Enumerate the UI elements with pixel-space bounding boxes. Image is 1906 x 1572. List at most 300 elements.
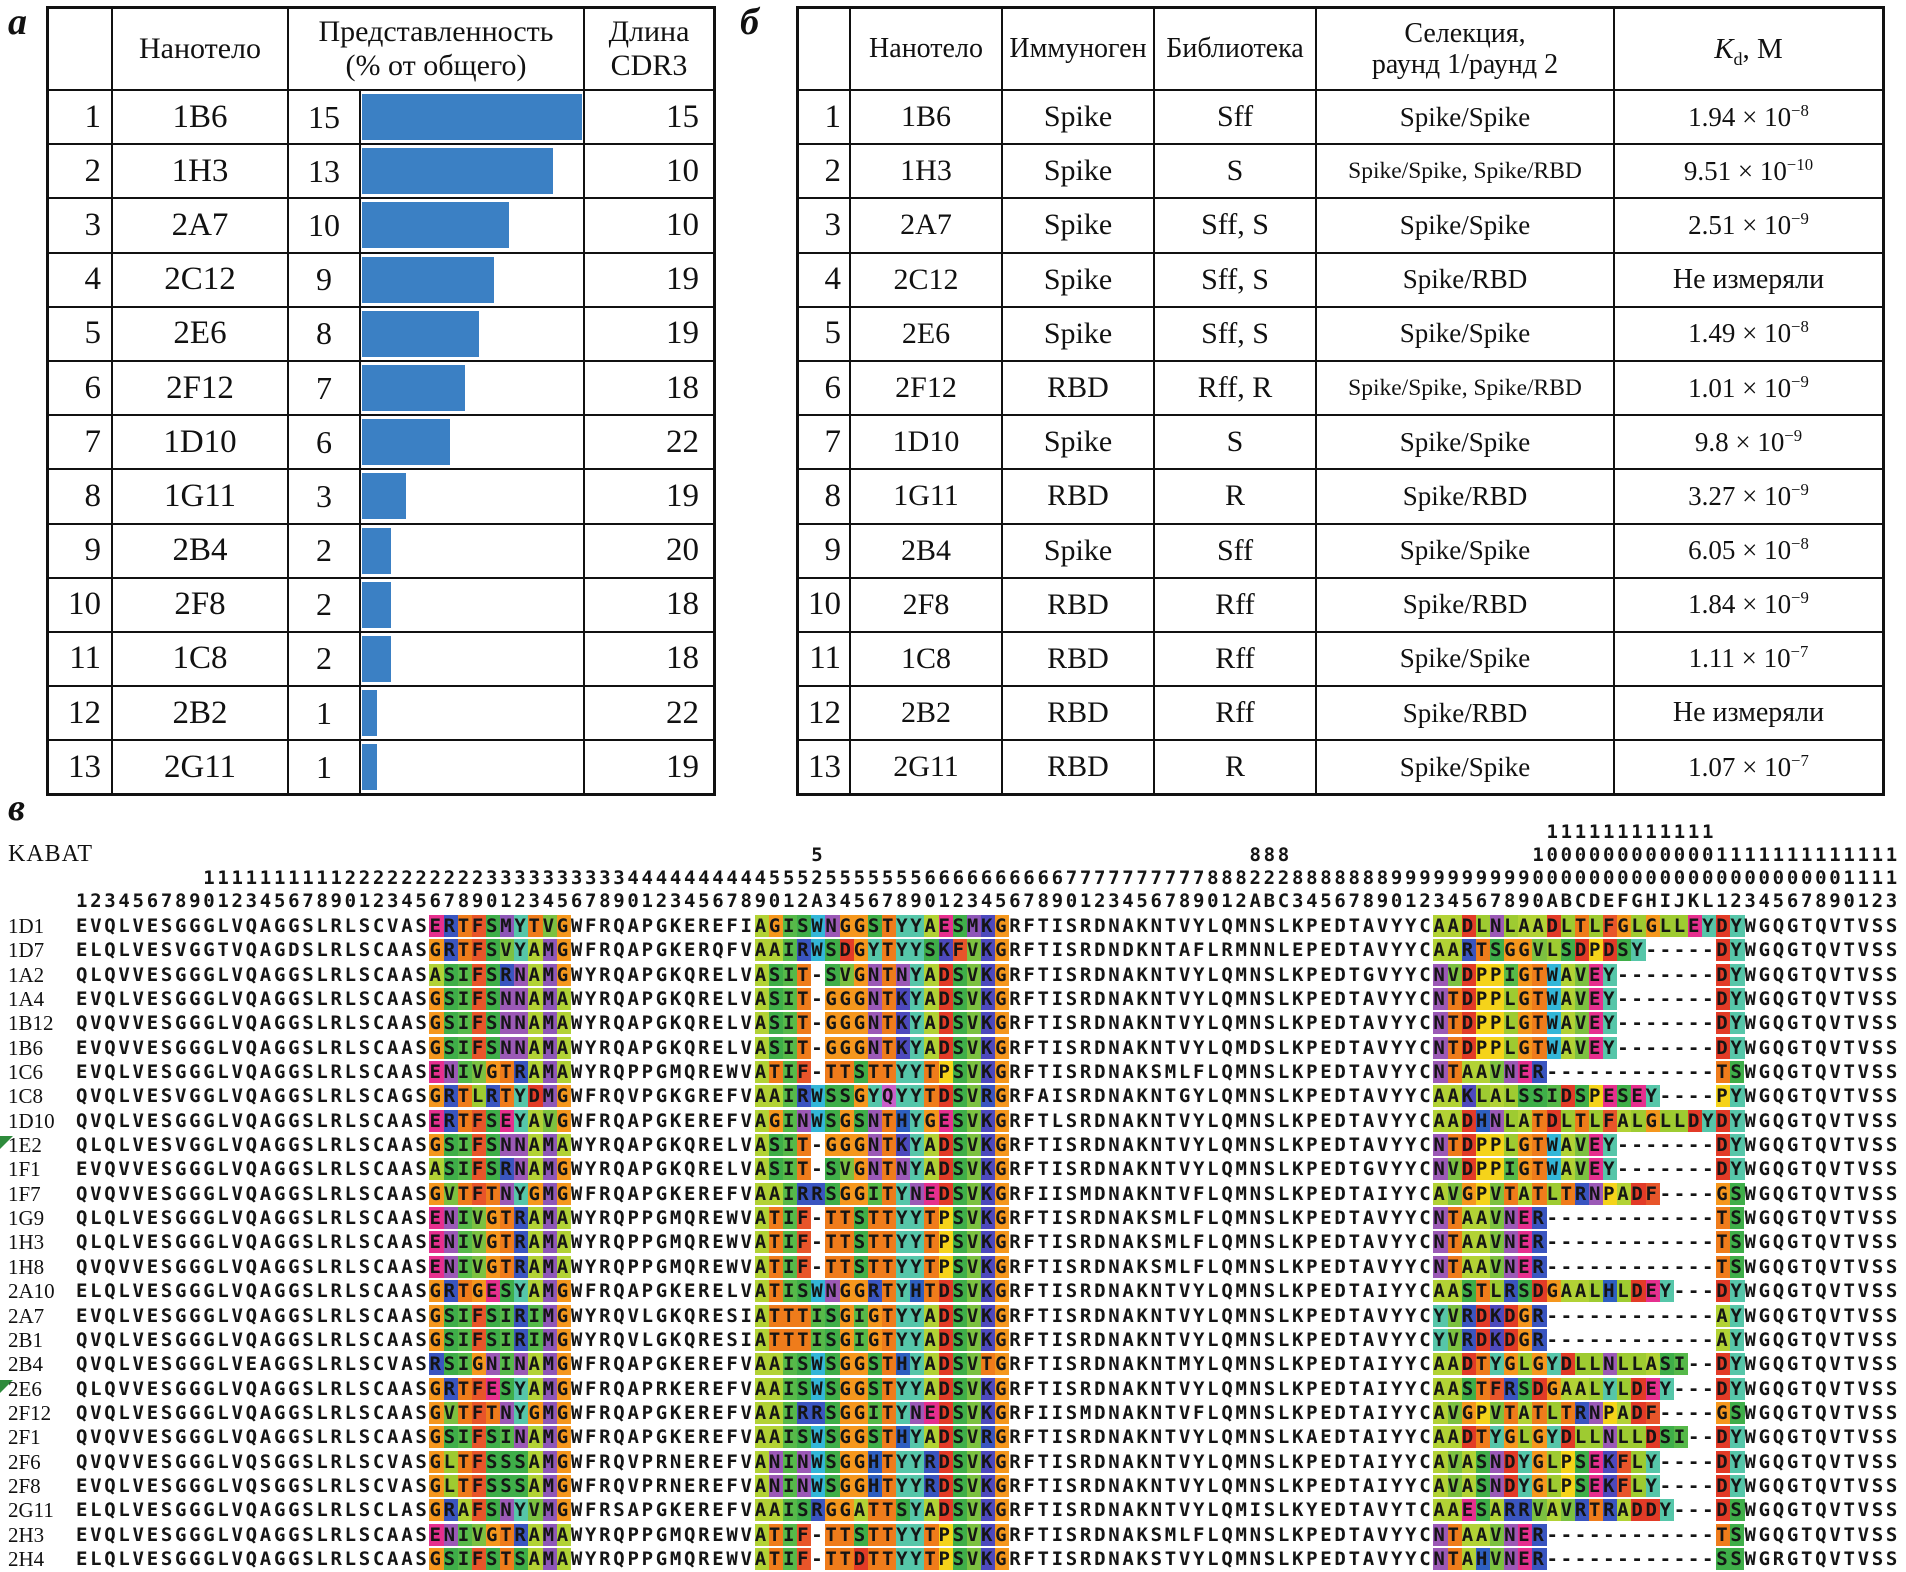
representation-bar [362,636,391,682]
library: Sff [1153,91,1315,143]
row-number: 4 [84,261,101,298]
panel-a-header-representation [287,9,583,89]
aligned-sequence: QLQLVESGGGLVQAGGSLRLSCAASENIVGTRAMAWYRQPPGMQREWVATIF-TTSTTYYTPSVKGRFTISRDNAKSMLFLQMNSLKPEDTAVYYCNTAAVNER------------TSWGQGTQVTVSS [76,1231,1901,1254]
table-a-row [49,197,713,251]
clone-name: 1C6 [8,1060,44,1085]
alignment-row [0,1328,1906,1352]
representation-cell [287,91,583,143]
nanobody-name: 1H3 [111,145,287,197]
library: Sff [1153,525,1315,577]
panel-b-label: б [740,1,759,43]
representation-percent: 1 [289,741,361,793]
row-number: 6 [824,369,841,406]
kd-cell [1613,470,1882,522]
kd-value: $1.84 \times 10^{-9}$ [1688,588,1809,620]
kd-value: $3.27 \times 10^{-9}$ [1688,479,1809,511]
table-b-row [799,414,1882,468]
library: R [1153,470,1315,522]
kd-value: $9.8 \times 10^{-9}$ [1694,425,1803,457]
row-number: 5 [824,315,841,352]
cdr3-length: 22 [583,416,713,468]
kd-cell [1613,308,1882,360]
row-number: 3 [84,206,101,243]
alignment-row [0,1133,1906,1157]
representation-cell [287,308,583,360]
table-b-row [799,631,1882,685]
representation-bar [362,202,509,248]
selection-rounds: Spike/Spike [1315,199,1613,251]
library: Sff, S [1153,199,1315,251]
nanobody-name: 2A7 [849,199,1001,251]
panel-a-header-num [49,9,111,89]
alignment-row [0,1255,1906,1279]
row-number: 2 [824,152,841,189]
table-b-row [799,252,1882,306]
representation-bar [362,582,391,628]
representation-cell [287,362,583,414]
table-b-row [799,89,1882,143]
aligned-sequence: ELQLVESVGGTVQAGDSLRLSCAASGRTFSVYAMGWFRQAPGKERQFVAAIRWSDGYTYYSKFVKGRFTISRDNDKNTAFLRMNNLEPEDTAVYYCAARTSGGVLSDPDSY-----DYWGQGTQVTVSS [76,939,1901,962]
alignment-row [0,938,1906,962]
panel-b-header-nanobody: Нанотело [849,9,1001,89]
nanobody-name: 1C8 [111,633,287,685]
selection-rounds: Spike/RBD [1315,254,1613,306]
panel-a-header-row [49,9,713,89]
clone-name: 2F1 [8,1425,41,1450]
row-number: 9 [84,532,101,569]
nanobody-name: 2B4 [111,525,287,577]
representation-bar-track [361,525,583,577]
alignment-row [0,1304,1906,1328]
nanobody-name: 2B2 [111,687,287,739]
panel-b-header-row [799,9,1882,89]
cdr3-length: 19 [583,308,713,360]
clone-name: 1E2 [8,1133,42,1158]
kd-value: $1.94 \times 10^{-8}$ [1688,100,1809,132]
cdr3-length: 18 [583,362,713,414]
alignment-row [0,1425,1906,1449]
table-a-row [49,577,713,631]
aligned-sequence: ELQLVESGGGLVQAGGSLRLSCAASGRTGESYAMGWFRQAPGKERELVATISWNGGRTYHTDSVKGRFTISRDNAKNTVYLQMNSLKPEDTAIYYCAASTLRSDGAALHLDEY---DYWGQGTQVTVSS [76,1280,1901,1303]
representation-bar [362,257,494,303]
cdr3-length: 18 [583,633,713,685]
aligned-sequence: EVQLVESGGGLVQAGGSLRLSCAASGSIFSIRIMGWYRQVLGKQRESIATTTISGIGTYYADSVKGRFTISRDNAKNTVYLQMNSLKPEDTAVYYCYVRDKDGR------------AYWGQGTQVTVSS [76,1304,1901,1327]
alignment-row [0,914,1906,938]
clone-name: 2E6 [8,1376,42,1401]
kd-header: $K_d$, М [1714,32,1783,69]
representation-bar-track [361,579,583,631]
aligned-sequence: QVQLVESGGGLVQAGGSLRLSCAASGSIFSIRIMGWYRQVLGKQRESIATTTISGIGTYYADSVKGRFTISRDNAKNTVYLQMNSLKPEDTAVYYCYVRDKDGR------------AYWGQGTQVTVSS [76,1328,1901,1351]
aligned-sequence: EVQVVESGGGLVQAGGSLRLSCAASASIFSRNAMGWYRQAPGKQRELVASIT-SVGNTNYADSVKGRFTISRDNAKNTVYLQMNSLKPEDTGVYYCNVDPPIGTWAVEY-------DYWGQGTQVTVSS [76,1158,1901,1181]
aligned-sequence: QVQVVESGGGLVQSGGSLRLSCVASGLTFSSSAMGWFRQVPRNEREFVANINWSGGHTYYRDSVKGRFTISRDNAKNTVYLQMNSLKPEDTAIYYCAVASNDYGLPSEKFLY----DYWGQGTQVTVSS [76,1450,1901,1473]
clone-name: 1A2 [8,962,45,987]
clone-name: 1H8 [8,1254,45,1279]
panel-a-label: а [8,1,27,43]
row-number: 11 [69,640,101,677]
nanobody-name: 2C12 [849,254,1001,306]
row-number: 13 [808,748,841,785]
selection-header-line1: Селекция, [1404,17,1526,49]
panel-a-header-cdr3 [583,9,713,89]
representation-bar [362,419,450,465]
kd-cell [1613,579,1882,631]
row-number: 12 [68,694,101,731]
cdr3-length: 19 [583,470,713,522]
clone-name: 1H3 [8,1230,45,1255]
nanobody-name: 2A7 [111,199,287,251]
row-number: 7 [824,423,841,460]
clone-name: 1F1 [8,1157,41,1182]
row-number: 1 [824,98,841,135]
representation-bar [362,148,553,194]
representation-bar [362,365,465,411]
representation-percent: 10 [289,199,361,251]
clone-name: 1B12 [8,1011,54,1036]
clone-name: 2F6 [8,1449,41,1474]
clone-name: 1D1 [8,914,45,938]
clone-name: 2H3 [8,1522,45,1547]
aligned-sequence: ELQLVESGGGLVQAGGSLRLSCAASGSIFSTSAMAWYRQPPGMQREWVATIF-TTDTTYYTPSVKGRFTISRDNAKSTVYLQMNSLKPEDTAVYYCNTAHVNER------------SSWGRGTQVTVSS [76,1547,1901,1570]
cdr3-length: 15 [583,91,713,143]
representation-bar-track [361,741,583,793]
aligned-sequence: QVQLVESGGGLVEAGGSLRLSCVASRSIGNINAMGWFRQAPGKEREFVAAISWSGGSTHYADSVTGRFTISRDNAKNTMYLQMNSLKPEDTAIYYCAADTYGLGYDLLNLLASI--DYWGQGTQVTVSS [76,1353,1901,1376]
cdr3-length: 20 [583,525,713,577]
kd-value: $1.11 \times 10^{-7}$ [1688,642,1809,674]
cdr3-header-line1: Длина [608,15,690,49]
row-number: 5 [84,315,101,352]
library: Sff, S [1153,308,1315,360]
clone-name: 2H4 [8,1546,45,1571]
aligned-sequence: EVQLVESGGGLVQSGGSLRLSCVASGLTFSSSAMGWFRQVPRNEREFVANINWSGGHTYYRDSVKGRFTISRDNAKNTVYLQMNSLKPEDTAIYYCAVASNDYGLPSEKFLY----DYWGQGTQVTVSS [76,1474,1901,1497]
row-number: 8 [84,477,101,514]
immunogen: RBD [1001,362,1153,414]
selection-rounds: Spike/Spike [1315,633,1613,685]
alignment-row [0,1352,1906,1376]
nanobody-name: 1C8 [849,633,1001,685]
selection-rounds: Spike/Spike [1315,741,1613,793]
clone-name: 1G9 [8,1206,45,1231]
alignment-row [0,1230,1906,1254]
library: Rff [1153,687,1315,739]
alignment-row [0,1011,1906,1035]
table-b-row [799,739,1882,793]
row-number: 10 [808,586,841,623]
panel-a-rows [49,89,713,793]
kd-cell [1613,687,1882,739]
nanobody-name: 2B2 [849,687,1001,739]
table-b-row [799,577,1882,631]
kd-cell [1613,633,1882,685]
kd-not-measured: Не измеряли [1672,263,1825,295]
representation-bar-track [361,199,583,251]
nanobody-name: 2B4 [849,525,1001,577]
aligned-sequence: QLQVVESGGGLVQAGGSLRLSCAASGRTFESYAMGWFRQAPRKEREFVAAISWSGGSTYYADSVKGRFTISRDNAKNTVYLQMNSLKPEDTAIYYCAASTFRSDGAALYLDEY---DYWGQGTQVTVSS [76,1377,1901,1400]
kd-cell [1613,199,1882,251]
representation-cell [287,416,583,468]
alignment-row [0,1036,1906,1060]
row-number: 7 [84,423,101,460]
alignment-row [0,1279,1906,1303]
row-number: 12 [808,694,841,731]
representation-percent: 15 [289,91,361,143]
aligned-sequence: QVQLVESGGGLVQAGGSLRLSCAASGVTFTNYGMGWFRQAPGKEREFVAAIRRSGGITYNEDSVKGRFIISMDNAKNTVFLQMNSLKPEDTAIYYCAVGPVTATLTRNPADF----GSWGQGTQVTVSS [76,1401,1901,1424]
clone-name: 2F8 [8,1473,41,1498]
nanobody-name: 2F12 [111,362,287,414]
alignment-row [0,1547,1906,1571]
immunogen: Spike [1001,91,1153,143]
alignment-row [0,1498,1906,1522]
cdr3-length: 19 [583,254,713,306]
cdr3-length: 10 [583,145,713,197]
representation-bar-track [361,91,583,143]
representation-percent: 6 [289,416,361,468]
representation-cell [287,741,583,793]
table-a-row [49,89,713,143]
cdr3-length: 10 [583,199,713,251]
table-b-row [799,360,1882,414]
aligned-sequence: QVQVVESGGGLVQAGGSLRLSCAASGSIFSINAMGWFRQAPGKEREFVAAISWSGGSTHYADSVRGRFTISRDNAKNTVYLQMNSLKAEDTAIYYCAADTYGLGYDLLNLLDSI--DYWGQGTQVTVSS [76,1426,1901,1449]
clone-name: 2A7 [8,1303,45,1328]
selection-header-line2: раунд 1/раунд 2 [1371,49,1559,80]
row-number: 11 [809,640,841,677]
panel-v-label: в [8,787,25,829]
table-a-row [49,468,713,522]
row-number: 8 [824,477,841,514]
nanobody-name: 1B6 [111,91,287,143]
table-a-row [49,739,713,793]
clone-name: 1D10 [8,1108,55,1133]
table-a-row [49,143,713,197]
clone-name: 2A10 [8,1279,55,1304]
kabat-numbering-line-2: 5 888 10000000000001111111111111 [76,844,1900,866]
immunogen: Spike [1001,199,1153,251]
table-a-row [49,523,713,577]
selection-rounds: Spike/Spike, Spike/RBD [1315,145,1613,197]
library: S [1153,416,1315,468]
nanobody-name: 2G11 [111,741,287,793]
aligned-sequence: EVQVVESGGGLVQAGGSLRLSCAASGSIFSNNAMAWYRQAPGKQRELVASIT-GGGNTKYADSVKGRFTISRDNAKNTVYLQMDSLKPEDTAVYYCNTDPPLGTWAVEY-------DYWGQGTQVTVSS [76,1036,1901,1059]
representation-cell [287,199,583,251]
kd-cell [1613,145,1882,197]
clone-name: 1C8 [8,1084,44,1109]
alignment-row [0,1401,1906,1425]
representation-bar-track [361,362,583,414]
nanobody-name: 1H3 [849,145,1001,197]
representation-percent: 2 [289,525,361,577]
aligned-sequence: QLQVVESGGGLVQAGGSLRLSCAASASIFSRNAMGWYRQAPGKQRELVASIT-SVGNTNYADSVKGRFTISRDNAKNTVYLQMNSLKPEDTGVYYCNVDPPIGTWAVEY-------DYWGQGTQVTVSS [76,963,1901,986]
representation-percent: 9 [289,254,361,306]
immunogen: RBD [1001,579,1153,631]
nanobody-name: 2E6 [111,308,287,360]
library: Rff [1153,579,1315,631]
clone-name: 1F7 [8,1181,41,1206]
representation-cell [287,470,583,522]
immunogen: Spike [1001,308,1153,360]
nanobody-name: 2F12 [849,362,1001,414]
cdr3-length: 22 [583,687,713,739]
representation-bar [362,473,406,519]
aligned-sequence: QVQLVESGGGLVQAGGSLRLSCAASERTFSEYAVGWFRQAPGKEREFVAGINWSGSNTHYGESVKGRFTLSRDNAKNTVYLQMNSLKPEDTAVYYCAADHNLATDLTLFALGLLDYDYWGQGTQVTVSS [76,1109,1901,1132]
library: S [1153,145,1315,197]
representation-header-line2: (% от общего) [345,49,527,82]
nanobody-name: 1B6 [849,91,1001,143]
alignment-row [0,1109,1906,1133]
representation-percent: 1 [289,687,361,739]
table-b-row [799,523,1882,577]
representation-percent: 7 [289,362,361,414]
panel-b-header-num [799,9,849,89]
immunogen: Spike [1001,416,1153,468]
kd-cell [1613,525,1882,577]
alignment-rows [0,914,1906,1571]
representation-percent: 2 [289,633,361,685]
alignment-row [0,1084,1906,1108]
kd-cell [1613,362,1882,414]
row-number: 4 [824,261,841,298]
kabat-numbering-line-4: 1234567890123456789012345678901234567890123456789012A345678901234567890123456789012ABC345678901234567890ABCDEFGHIJKL1234567890123 [76,890,1900,912]
aligned-sequence: QLQLVESVGGLVQAGGSLRLSCAASGSIFSNNAMAWYRQAPGKQRELVASIT-GGGNTKYADSVKGRFTISRDNAKNTVYLQMNSLKPEDTAVYYCNTDPPLGTWAVEY-------DYWGQGTQVTVSS [76,1134,1901,1157]
clone-name: 2B1 [8,1327,44,1352]
cdr3-length: 18 [583,579,713,631]
immunogen: Spike [1001,525,1153,577]
alignment-row [0,1157,1906,1181]
clone-name: 2B4 [8,1352,44,1377]
panel-b-header-immunogen: Иммуноген [1001,9,1153,89]
representation-cell [287,254,583,306]
representation-bar [362,311,479,357]
selection-rounds: Spike/Spike [1315,91,1613,143]
panel-b-header-selection [1315,9,1613,89]
kd-value: $9.51 \times 10^{-10}$ [1683,154,1814,186]
alignment-row [0,1474,1906,1498]
aligned-sequence: QVQLVESVGGLVQAGGSLRLSCAGSGRTLRTYDMGWFRQVPGKGREFVAAIRWSSGYQYYTDSVRGRFAISRDNAKNTGYLQMNSLKPEDTAVYYCAAKLALSSIDSPESEY----PYWGQGTQVTVSS [76,1085,1901,1108]
panel-a-header-nanobody: Нанотело [111,9,287,89]
representation-percent: 8 [289,308,361,360]
representation-bar-track [361,254,583,306]
clone-name: 2F12 [8,1400,52,1425]
nanobody-name: 1G11 [849,470,1001,522]
representation-bar-track [361,308,583,360]
nanobody-name: 1D10 [111,416,287,468]
representation-bar-track [361,633,583,685]
nanobody-name: 2C12 [111,254,287,306]
alignment-row [0,1523,1906,1547]
representation-percent: 13 [289,145,361,197]
representation-cell [287,579,583,631]
panel-b-header-library: Библиотека [1153,9,1315,89]
kd-value: $6.05 \times 10^{-8}$ [1688,534,1809,566]
aligned-sequence: QVQVVESGGGLVQAGGSLRLSCAASENIVGTRAMAWYRQPPGMQREWVATIF-TTSTTYYTPSVKGRFTISRDNAKSMLFLQMNSLKPEDTAVYYCNTAAVNER------------TSWGQGTQVTVSS [76,1255,1901,1278]
library: Rff, R [1153,362,1315,414]
kd-cell [1613,254,1882,306]
row-number: 3 [824,206,841,243]
aligned-sequence: EVQLVESGGGLVQAGGSLRLSCAASGSIFSNNAMAWYRQAPGKQRELVASIT-GGGNTKYADSVKGRFTISRDNAKNTVYLQMNSLKPEDTAVYYCNTDPPLGTWAVEY-------DYWGQGTQVTVSS [76,988,1901,1011]
table-a-row [49,252,713,306]
representation-bar [362,94,582,140]
table-b-row [799,306,1882,360]
aligned-sequence: EVQLVESGGGLVQAGGSLRLSCVASERTFSMYTVGWFRQAPGKEREFIAGISWNGGSTYYAESMKGRFTISRDNAKNTVYLQMNSLKPEDTAVYYCAADLNLAADLTLFGLGLLEYDYWGQGTQVTVSS [76,915,1901,937]
alignment-row [0,987,1906,1011]
row-number: 6 [84,369,101,406]
kd-value: $1.49 \times 10^{-8}$ [1688,317,1809,349]
kd-cell [1613,91,1882,143]
table-a-row [49,685,713,739]
representation-bar [362,690,377,736]
aligned-sequence: QVQVVESGGGLVQAGGSLRLSCAASGVTFTNYGMGWFRQAPGKEREFVAAIRRSGGITYNEDSVKGRFIISMDNAKNTVFLQMNSLKPEDTAIYYCAVGPVTATLTRNPADF----GSWGQGTQVTVSS [76,1182,1901,1205]
table-b-row [799,685,1882,739]
kabat-label: KABAT [8,841,94,867]
table-b-row [799,197,1882,251]
cdr3-header-line2: CDR3 [610,49,688,82]
alignment-row [0,1182,1906,1206]
representation-cell [287,633,583,685]
immunogen: RBD [1001,687,1153,739]
alignment-row [0,963,1906,987]
alignment-row [0,1060,1906,1084]
panel-a-table [46,6,716,796]
kd-value: $1.01 \times 10^{-9}$ [1688,371,1809,403]
table-a-row [49,360,713,414]
aligned-sequence: QVQVVESGGGLVQAGGSLRLSCAASGSIFSNNAMAWYRQAPGKQRELVASIT-GGGNTKYADSVKGRFTISRDNAKNTVYLQMNSLKPEDTAVYYCNTDPPLGTWAVEY-------DYWGQGTQVTVSS [76,1012,1901,1035]
selection-rounds: Spike/RBD [1315,579,1613,631]
representation-cell [287,687,583,739]
representation-cell [287,145,583,197]
immunogen: Spike [1001,254,1153,306]
kabat-numbering-line-3: 111111111122222222223333333333444444444455525555555666666666677777777778882228888888999999999900000000000000000000001111 [76,867,1900,889]
table-a-row [49,414,713,468]
selection-rounds: Spike/Spike [1315,308,1613,360]
clone-name: 2G11 [8,1498,54,1523]
selection-rounds: Spike/Spike, Spike/RBD [1315,362,1613,414]
representation-bar-track [361,416,583,468]
panel-b-table [796,6,1885,796]
table-b-row [799,143,1882,197]
row-number: 1 [84,98,101,135]
alignment-row [0,1206,1906,1230]
kd-value: $2.51 \times 10^{-9}$ [1688,208,1809,240]
aligned-sequence: EVQLVESGGGLVQAGGSLRLSCAASENIVGTRAMAWYRQPPGMQREWVATIF-TTSTTYYTPSVKGRFTISRDNAKSMLFLQMNSLKPEDTAVYYCNTAAVNER------------TSWGQGTQVTVSS [76,1061,1901,1084]
representation-cell [287,525,583,577]
nanobody-name: 2G11 [849,741,1001,793]
nanobody-name: 2F8 [111,579,287,631]
nanobody-name: 1G11 [111,470,287,522]
representation-percent: 2 [289,579,361,631]
row-number: 2 [84,152,101,189]
representation-percent: 3 [289,470,361,522]
selection-rounds: Spike/RBD [1315,470,1613,522]
kd-value: $1.07 \times 10^{-7}$ [1688,750,1809,782]
panel-b-rows [799,89,1882,793]
immunogen: RBD [1001,741,1153,793]
immunogen: Spike [1001,145,1153,197]
kabat-numbering-line-1: 111111111111 [76,821,1900,843]
row-number: 13 [68,748,101,785]
representation-bar-track [361,470,583,522]
clone-name: 1B6 [8,1035,44,1060]
table-a-row [49,306,713,360]
representation-bar [362,744,377,790]
alignment-row [0,1377,1906,1401]
aligned-sequence: ELQLVESGGGLVQAGGSLRLSCLASGRAFSNYVMGWFRSAPGKEREFVAAISRGGATTSYADSVKGRFTISRDNAKNTVYLQMISLKYEDTAVYTCAAESARRVAVRTRADDY---DSWGQGTQVTVSS [76,1499,1901,1522]
aligned-sequence: QLQLVESGGGLVQAGGSLRLSCAASENIVGTRAMAWYRQPPGMQREWVATIF-TTSTTYYTPSVKGRFTISRDNAKSMLFLQMNSLKPEDTAVYYCNTAAVNER------------TSWGQGTQVTVSS [76,1207,1901,1230]
library: R [1153,741,1315,793]
alignment-row [0,1450,1906,1474]
nanobody-name: 2F8 [849,579,1001,631]
kd-not-measured: Не измеряли [1672,697,1825,729]
table-b-row [799,468,1882,522]
selection-rounds: Spike/Spike [1315,416,1613,468]
library: Sff, S [1153,254,1315,306]
